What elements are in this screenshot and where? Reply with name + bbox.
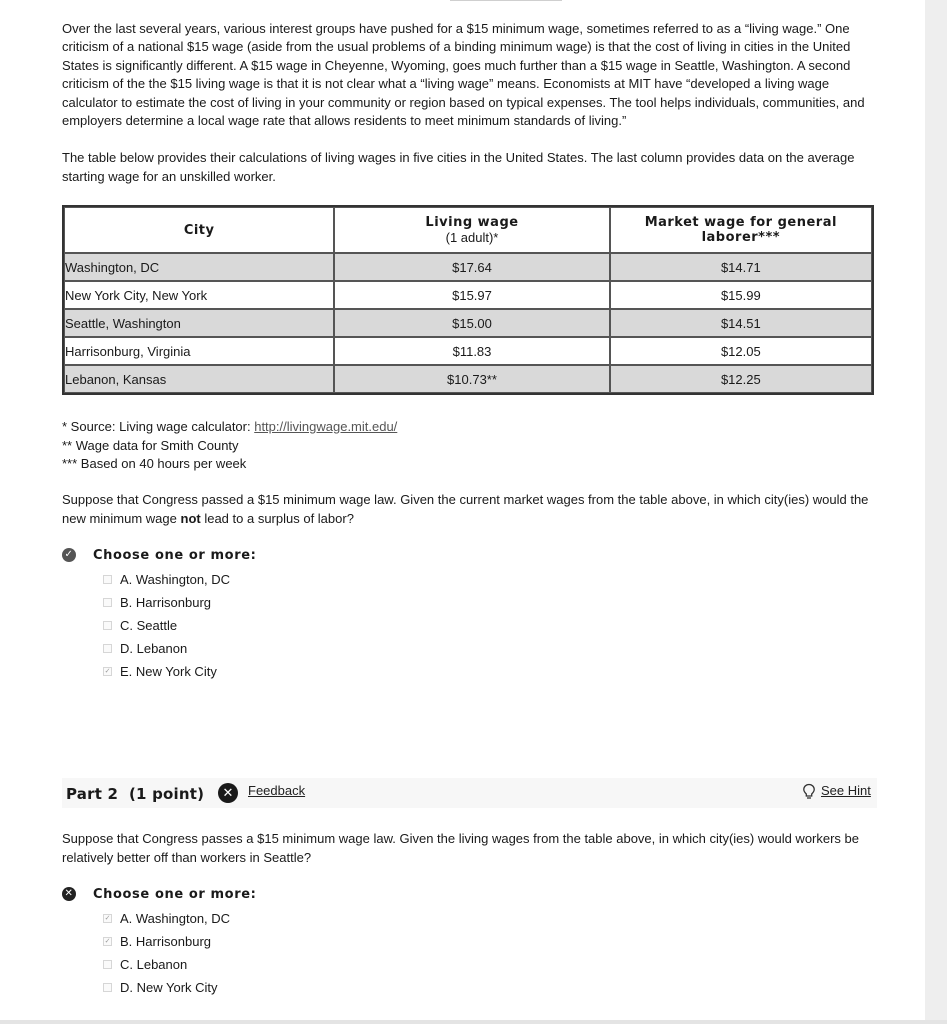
cell-city: Harrisonburg, Virginia xyxy=(64,337,334,365)
checkbox[interactable] xyxy=(103,644,112,653)
right-scroll-gutter xyxy=(925,0,947,1024)
option-label: C. Lebanon xyxy=(120,957,188,972)
cell-living-wage: $11.83 xyxy=(334,337,609,365)
table-row xyxy=(64,309,872,337)
header-market-main: Market wage for general xyxy=(644,215,837,230)
footnote-wage-data: ** Wage data for Smith County xyxy=(62,437,239,453)
intro-paragraph-2: The table below provides their calculations of living wages in five cities in the United States. The last column provides data on the average starting wage for an unskilled worker. xyxy=(62,150,855,184)
cell-city: Seattle, Washington xyxy=(64,309,334,337)
cell-living-wage: $10.73** xyxy=(334,365,609,393)
header-market-sub: laborer*** xyxy=(701,230,781,245)
footnote-source xyxy=(62,418,397,437)
part2-header-bar xyxy=(62,778,877,808)
checkbox[interactable] xyxy=(103,598,112,607)
source-link[interactable]: http://livingwage.mit.edu/ xyxy=(254,419,398,434)
cell-living-wage: $15.00 xyxy=(334,309,609,337)
cell-living-wage: $15.97 xyxy=(334,281,609,309)
option-label: A. Washington, DC xyxy=(120,911,231,926)
cell-city: New York City, New York xyxy=(64,281,334,309)
part2-title xyxy=(66,785,204,803)
option-label: E. New York City xyxy=(120,664,217,679)
table-row xyxy=(64,337,872,365)
table-row xyxy=(64,281,872,309)
checkbox[interactable] xyxy=(103,960,112,969)
header-market-wage xyxy=(610,207,872,253)
part1-question xyxy=(62,491,877,528)
cell-city: Lebanon, Kansas xyxy=(64,365,334,393)
x-circle-icon: ✕ xyxy=(218,783,238,803)
part2-question: Suppose that Congress passes a $15 minimum wage law. Given the living wages from the table above, in which city(ies) would workers be relatively better off than workers in Seattle? xyxy=(62,831,860,865)
checkbox-checked[interactable]: ✓ xyxy=(104,938,111,945)
part2-points: (1 point) xyxy=(129,785,205,803)
cell-city: Washington, DC xyxy=(64,253,334,281)
checkbox[interactable] xyxy=(103,983,112,992)
top-divider xyxy=(450,0,562,1)
bottom-edge xyxy=(0,1020,947,1024)
intro-paragraph-1: Over the last several years, various interest groups have pushed for a $15 minimum wage, sometimes referred to as a “living wage.” One criticism of a national $15 wage (aside from the usual problems of a binding minimum wage) is that the cost of living in cities in the United States is significantly different. A $15 wage in Cheyenne, Wyoming, goes much further than a $15 wage in Seattle, Washington. A second criticism of the the $15 living wage is that it is not clear what a “living wage” means. Economists at MIT have “developed a living wage calculator to estimate the cost of living in your community or region based on typical expenses. The tool helps individuals, communities, and employers determine a local wage rate that allows residents to meet minimum standards of living.” xyxy=(62,21,865,129)
footnote-source-text: * Source: Living wage calculator: xyxy=(62,419,255,434)
cell-market-wage: $14.71 xyxy=(610,253,872,281)
lightbulb-icon xyxy=(802,783,816,801)
checkbox[interactable] xyxy=(103,621,112,630)
option-label: B. Harrisonburg xyxy=(120,595,212,610)
living-wage-table xyxy=(62,205,874,395)
option-label: D. New York City xyxy=(120,980,218,995)
table-row xyxy=(64,253,872,281)
option-label: B. Harrisonburg xyxy=(120,934,212,949)
part1-question-emphasis: not xyxy=(180,510,201,526)
part1-question-text-b: lead to a surplus of labor? xyxy=(200,510,354,526)
check-circle-icon: ✓ xyxy=(62,548,76,562)
header-living-sub: (1 adult)* xyxy=(445,230,499,245)
see-hint-link[interactable]: See Hint xyxy=(821,783,871,798)
checkbox-checked[interactable]: ✓ xyxy=(104,915,111,922)
footnote-hours: *** Based on 40 hours per week xyxy=(62,456,247,471)
cell-market-wage: $14.51 xyxy=(610,309,872,337)
cell-living-wage: $17.64 xyxy=(334,253,609,281)
header-living-wage xyxy=(334,207,609,253)
cell-market-wage: $12.25 xyxy=(610,365,872,393)
part1-choose-label: Choose one or more: xyxy=(93,548,257,563)
table-row xyxy=(64,365,872,393)
table-header-row xyxy=(64,207,872,253)
option-label: D. Lebanon xyxy=(120,641,188,656)
header-living-main: Living wage xyxy=(425,215,519,230)
feedback-link[interactable]: Feedback xyxy=(248,783,306,798)
part2-title-text: Part 2 xyxy=(66,785,119,803)
header-city: City xyxy=(64,207,334,253)
intro-text xyxy=(62,20,877,186)
x-circle-icon: ✕ xyxy=(62,887,76,901)
option-label: A. Washington, DC xyxy=(120,572,231,587)
part1-question-text-a: Suppose that Congress passed a $15 minimum wage law. Given the current market wages from the table above, in which city(ies) would the new minimum wage xyxy=(62,492,869,526)
checkbox[interactable] xyxy=(103,575,112,584)
cell-market-wage: $12.05 xyxy=(610,337,872,365)
option-label: C. Seattle xyxy=(120,618,178,633)
table-footnotes xyxy=(62,418,397,474)
cell-market-wage: $15.99 xyxy=(610,281,872,309)
part2-choose-label: Choose one or more: xyxy=(93,887,257,902)
checkbox-checked[interactable]: ✓ xyxy=(104,668,111,675)
